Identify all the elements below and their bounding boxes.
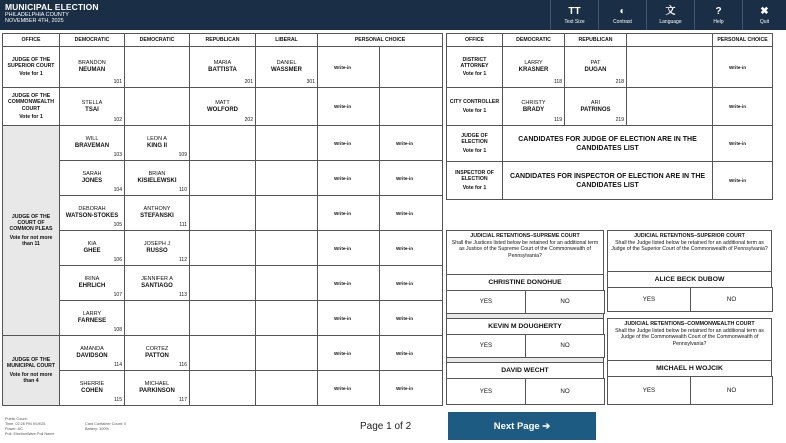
column-header-office: OFFICE — [3, 34, 60, 47]
language-icon: 文 — [665, 5, 676, 17]
status-poll: Poll: ElectionWare Poll Name — [5, 432, 55, 436]
candidate-number: 119 — [554, 117, 562, 123]
candidate-first-name: JOSEPH J — [143, 241, 171, 247]
candidate-number: 301 — [306, 79, 315, 85]
candidate-last-name: TSAI — [85, 106, 99, 113]
candidate-first-name: CORTEZ — [145, 346, 169, 352]
office-superior-court — [3, 47, 60, 88]
column-header-personal-choice: PERSONAL CHOICE — [318, 34, 443, 47]
column-header-liberal: LIBERAL — [256, 34, 318, 47]
candidate-first-name: BRIAN — [148, 171, 166, 177]
candidate-last-name: JONES — [81, 178, 103, 184]
candidate-first-name: ANTHONY — [143, 206, 171, 212]
county-name: PHILADELPHIA COUNTY — [5, 12, 69, 18]
empty-cell — [256, 161, 318, 196]
write-in-button[interactable]: Write-in — [713, 126, 773, 162]
contrast-label: Contrast — [613, 18, 632, 25]
candidate-number: 108 — [113, 327, 122, 333]
election-title: MUNICIPAL ELECTION — [5, 2, 99, 12]
empty-cell — [256, 371, 318, 406]
candidate-last-name: BRAVEMAN — [74, 143, 110, 149]
write-in-button[interactable]: Write-in — [318, 161, 380, 196]
office-name: INSPECTOR OF ELECTION — [455, 170, 494, 183]
candidate-last-name: FARNESE — [77, 318, 107, 324]
office-commonwealth-court — [3, 88, 60, 126]
candidate-first-name: ARI — [590, 99, 601, 106]
candidate-number: 103 — [113, 152, 122, 158]
candidate-number: 115 — [114, 397, 122, 403]
candidate-last-name: RUSSO — [146, 248, 168, 254]
candidate-number: 113 — [179, 292, 187, 298]
candidate-number: 110 — [179, 187, 187, 193]
judge-name: CHRISTINE DONOHUE — [447, 274, 603, 291]
write-in-button[interactable]: Write-in — [318, 266, 380, 301]
vote-instruction: Vote for 1 — [462, 71, 487, 78]
empty-cell — [190, 336, 256, 371]
retention-commonwealth-court — [607, 318, 772, 405]
retention-title: JUDICIAL RETENTIONS–SUPERIOR COURT — [634, 233, 745, 239]
write-in-button[interactable]: Write-in — [380, 336, 443, 371]
retention-question: Shall the Justices listed below be retained for an additional term as Justice of the Supreme Court of the Commonwealth of Pennsylvania? — [451, 240, 599, 259]
candidate-first-name: WILL — [85, 136, 99, 142]
candidate-oval[interactable] — [125, 161, 190, 196]
empty-cell — [190, 371, 256, 406]
write-in-button[interactable]: Write-in — [318, 196, 380, 231]
candidate-number: 109 — [178, 152, 187, 158]
candidate-oval[interactable] — [60, 196, 125, 231]
candidate-number: 102 — [113, 117, 122, 123]
candidate-last-name: EHRLICH — [78, 283, 106, 289]
candidate-first-name: LARRY — [524, 60, 543, 66]
candidate-oval[interactable] — [565, 88, 627, 126]
candidate-first-name: DEBORAH — [78, 206, 106, 212]
candidate-last-name: DAVIDSON — [76, 353, 108, 359]
column-header-democratic: DEMOCRATIC — [125, 34, 190, 47]
yes-button[interactable]: YES — [607, 376, 691, 405]
column-header-personal-choice: PERSONAL CHOICE — [713, 34, 773, 47]
candidate-first-name: STELLA — [81, 99, 103, 106]
candidate-first-name: JENNIFER A — [141, 276, 173, 282]
candidate-oval[interactable] — [60, 231, 125, 266]
candidate-last-name: KISIELEWSKI — [137, 178, 177, 184]
empty-cell — [190, 196, 256, 231]
candidate-oval[interactable] — [125, 231, 190, 266]
candidate-oval[interactable] — [503, 88, 565, 126]
empty-cell — [190, 301, 256, 336]
candidate-oval[interactable] — [190, 88, 256, 126]
status-battery: Battery: 100% — [85, 427, 109, 431]
office-name: JUDGE OF THE COMMONWEALTH COURT — [7, 93, 54, 112]
yes-button[interactable]: YES — [446, 290, 526, 314]
retention-header — [447, 231, 603, 260]
candidate-oval[interactable] — [125, 336, 190, 371]
write-in-button[interactable]: Write-in — [318, 371, 380, 406]
candidate-first-name: MARIA — [213, 60, 232, 66]
candidate-oval[interactable] — [60, 126, 125, 161]
quit-label: Quit — [759, 18, 770, 25]
write-in-button[interactable]: Write-in — [713, 47, 773, 88]
candidate-oval[interactable] — [125, 196, 190, 231]
candidate-number: 114 — [114, 362, 122, 368]
retention-title: JUDICIAL RETENTIONS–COMMONWEALTH COURT — [624, 321, 755, 327]
close-icon: ✖ — [760, 5, 769, 17]
write-in-button[interactable]: Write-in — [380, 371, 443, 406]
candidate-first-name: KIA — [87, 241, 97, 247]
write-in-button[interactable]: Write-in — [318, 231, 380, 266]
candidate-oval[interactable] — [60, 47, 125, 88]
no-button[interactable]: NO — [525, 290, 605, 314]
language-button[interactable] — [646, 0, 694, 30]
candidate-oval[interactable] — [125, 266, 190, 301]
candidate-first-name: BRANDON — [78, 60, 106, 66]
candidate-last-name: SANTIAGO — [141, 283, 173, 289]
office-municipal-court — [3, 336, 60, 406]
candidate-number: 101 — [113, 79, 122, 85]
write-in-button[interactable]: Write-in — [318, 301, 380, 336]
candidate-number: 104 — [113, 187, 122, 193]
no-button[interactable]: NO — [690, 287, 773, 312]
column-header-democratic: DEMOCRATIC — [60, 34, 125, 47]
write-in-button[interactable]: Write-in — [713, 162, 773, 200]
retention-supreme-court — [446, 230, 604, 405]
language-label: Language — [659, 18, 682, 25]
write-in-button[interactable]: Write-in — [380, 301, 443, 336]
contrast-icon: ◐ — [619, 5, 626, 17]
candidate-first-name: AMANDA — [80, 346, 104, 352]
retention-question: Shall the Judge listed below be retained for an additional term as Judge of the Commonwealth Court of the Commonwealth of Pennsylvania? — [615, 328, 764, 347]
vote-instruction: Vote for 1 — [462, 184, 487, 191]
empty-cell — [380, 47, 443, 88]
office-name: CITY CONTROLLER — [449, 99, 500, 106]
candidate-first-name: MATT — [215, 99, 230, 106]
candidate-oval[interactable] — [60, 88, 125, 126]
column-header-republican: REPUBLICAN — [190, 34, 256, 47]
candidate-number: 116 — [179, 362, 187, 368]
office-name: DISTRICT ATTORNEY — [460, 56, 489, 69]
empty-cell — [256, 231, 318, 266]
candidate-oval[interactable] — [60, 371, 125, 406]
vote-instruction: Vote for 1 — [19, 71, 43, 78]
write-in-button[interactable]: Write-in — [380, 126, 443, 161]
column-header-office: OFFICE — [447, 34, 503, 47]
vote-instruction: Vote for 1 — [462, 147, 487, 154]
candidate-number: 112 — [179, 257, 187, 263]
candidate-last-name: DUGAN — [584, 67, 607, 73]
retention-header — [608, 319, 771, 348]
quit-button[interactable] — [742, 0, 786, 30]
write-in-button[interactable]: Write-in — [318, 336, 380, 371]
contrast-button[interactable] — [598, 0, 646, 30]
election-date: NOVEMBER 4TH, 2025 — [5, 18, 64, 24]
candidate-oval[interactable] — [60, 161, 125, 196]
candidate-number: 202 — [244, 117, 253, 123]
empty-cell — [125, 301, 190, 336]
empty-cell — [190, 266, 256, 301]
candidate-last-name: WOLFORD — [207, 106, 238, 113]
candidate-number: 218 — [615, 79, 624, 85]
empty-cell — [380, 88, 443, 126]
candidates-list-note: CANDIDATES FOR JUDGE OF ELECTION ARE IN THE CANDIDATES LIST — [503, 126, 713, 162]
retention-header — [608, 231, 771, 254]
candidate-first-name: DANIEL — [276, 60, 297, 66]
write-in-button[interactable]: Write-in — [380, 266, 443, 301]
next-page-button[interactable]: Next Page ➔ — [448, 412, 596, 440]
vote-instruction: Vote for not more than 4 — [9, 371, 53, 384]
yes-button[interactable]: YES — [607, 287, 691, 312]
left-ballot-table — [2, 33, 443, 406]
candidate-first-name: SARAH — [82, 171, 102, 177]
candidate-last-name: GHEE — [83, 248, 101, 254]
status-time: Time: 02:26 PM 9/19/25 — [5, 422, 46, 426]
candidate-last-name: BATTISTA — [208, 67, 237, 73]
help-label: Help — [713, 18, 724, 25]
office-inspector-of-election — [447, 162, 503, 200]
candidate-oval[interactable] — [60, 301, 125, 336]
candidate-first-name: LARRY — [82, 311, 102, 317]
empty-cell — [256, 88, 318, 126]
office-name: JUDGE OF THE MUNICIPAL COURT — [6, 357, 56, 370]
candidate-oval[interactable] — [60, 266, 125, 301]
candidate-last-name: STEFANSKI — [140, 213, 174, 219]
text-size-button[interactable] — [550, 0, 598, 30]
candidate-oval[interactable] — [60, 336, 125, 371]
vote-instruction: Vote for 1 — [462, 107, 487, 114]
candidate-last-name: COHEN — [81, 388, 103, 394]
no-button[interactable]: NO — [525, 378, 605, 405]
candidate-last-name: WASSMER — [270, 67, 302, 73]
candidate-last-name: NEUMAN — [78, 67, 106, 73]
candidate-number: 118 — [554, 79, 562, 85]
candidate-number: 106 — [113, 257, 122, 263]
yes-button[interactable]: YES — [446, 334, 526, 358]
candidate-first-name: PAT — [590, 60, 601, 66]
status-power: Power: AC — [5, 427, 23, 431]
candidate-last-name: PARKINSON — [139, 388, 175, 394]
empty-cell — [627, 88, 713, 126]
status-card-count: Card Container Count: 0 — [85, 422, 127, 426]
column-header-democratic: DEMOCRATIC — [503, 34, 565, 47]
candidate-first-name: CHRISTY — [521, 99, 546, 106]
text-size-icon: TT — [568, 5, 581, 17]
column-header-blank — [627, 34, 713, 47]
empty-cell — [627, 47, 713, 88]
judge-name: DAVID WECHT — [447, 362, 603, 379]
candidate-oval[interactable] — [256, 47, 318, 88]
candidate-last-name: PATTON — [145, 353, 169, 359]
candidate-number: 219 — [615, 117, 624, 123]
empty-cell — [190, 231, 256, 266]
vote-instruction: Vote for not more than 11 — [9, 234, 53, 247]
write-in-button[interactable]: Write-in — [318, 88, 380, 126]
candidate-number: 107 — [113, 292, 122, 298]
office-name: JUDGE OF ELECTION — [461, 133, 488, 146]
write-in-button[interactable]: Write-in — [380, 161, 443, 196]
machine-status — [5, 417, 127, 437]
retention-title: JUDICIAL RETENTIONS–SUPREME COURT — [470, 233, 580, 239]
candidate-oval[interactable] — [190, 47, 256, 88]
candidate-oval[interactable] — [503, 47, 565, 88]
empty-cell — [125, 47, 190, 88]
empty-cell — [125, 88, 190, 126]
candidate-number: 111 — [179, 222, 187, 228]
no-button[interactable]: NO — [690, 376, 773, 405]
page-indicator: Page 1 of 2 — [360, 421, 412, 432]
empty-cell — [256, 126, 318, 161]
empty-cell — [190, 161, 256, 196]
office-common-pleas — [3, 126, 60, 336]
candidate-oval[interactable] — [565, 47, 627, 88]
empty-cell — [256, 266, 318, 301]
text-size-label: Text Size — [564, 18, 585, 25]
status-title: Public Count: — [5, 417, 28, 421]
empty-cell — [190, 126, 256, 161]
retention-superior-court — [607, 230, 772, 312]
write-in-button[interactable]: Write-in — [318, 126, 380, 161]
yes-button[interactable]: YES — [446, 378, 526, 405]
retention-question: Shall the Judge listed below be retained for an additional term as Judge of the Superior Court of the Commonwealth of Pennsylvania? — [611, 240, 768, 253]
help-icon: ? — [715, 5, 722, 17]
judge-name: MICHAEL H WOJCIK — [608, 360, 771, 377]
column-header-republican: REPUBLICAN — [565, 34, 627, 47]
write-in-button[interactable]: Write-in — [380, 231, 443, 266]
header-bar — [0, 0, 786, 30]
write-in-button[interactable]: Write-in — [318, 47, 380, 88]
candidate-number: 201 — [244, 79, 253, 85]
write-in-button[interactable]: Write-in — [713, 88, 773, 126]
help-button[interactable] — [694, 0, 742, 30]
candidate-last-name: PATRINOS — [580, 106, 611, 113]
candidates-list-note: CANDIDATES FOR INSPECTOR OF ELECTION ARE IN THE CANDIDATES LIST — [503, 162, 713, 200]
no-button[interactable]: NO — [525, 334, 605, 358]
write-in-button[interactable]: Write-in — [380, 196, 443, 231]
candidate-last-name: KRASNER — [518, 67, 549, 73]
empty-cell — [256, 196, 318, 231]
judge-name: KEVIN M DOUGHERTY — [447, 318, 603, 335]
empty-cell — [256, 301, 318, 336]
candidate-last-name: WATSON-STOKES — [65, 213, 119, 219]
candidate-oval[interactable] — [125, 371, 190, 406]
vote-instruction: Vote for 1 — [19, 113, 43, 120]
office-judge-of-election — [447, 126, 503, 162]
candidate-first-name: IRINA — [84, 276, 100, 282]
candidate-first-name: MICHAEL — [144, 381, 170, 387]
right-ballot-table — [446, 33, 773, 200]
office-name: JUDGE OF THE COURT OF COMMON PLEAS — [9, 213, 53, 233]
office-name: JUDGE OF THE SUPERIOR COURT — [7, 56, 55, 69]
empty-cell — [256, 336, 318, 371]
candidate-number: 117 — [179, 397, 187, 403]
candidate-number: 105 — [113, 222, 122, 228]
candidate-oval[interactable] — [125, 126, 190, 161]
judge-name: ALICE BECK DUBOW — [608, 271, 771, 288]
candidate-first-name: SHERRIE — [79, 381, 105, 387]
candidate-last-name: KING II — [146, 143, 167, 149]
office-district-attorney — [447, 47, 503, 88]
candidate-first-name: LEON A — [147, 136, 167, 142]
election-title-block — [5, 3, 99, 24]
candidate-last-name: BRADY — [522, 106, 545, 113]
office-city-controller — [447, 88, 503, 126]
